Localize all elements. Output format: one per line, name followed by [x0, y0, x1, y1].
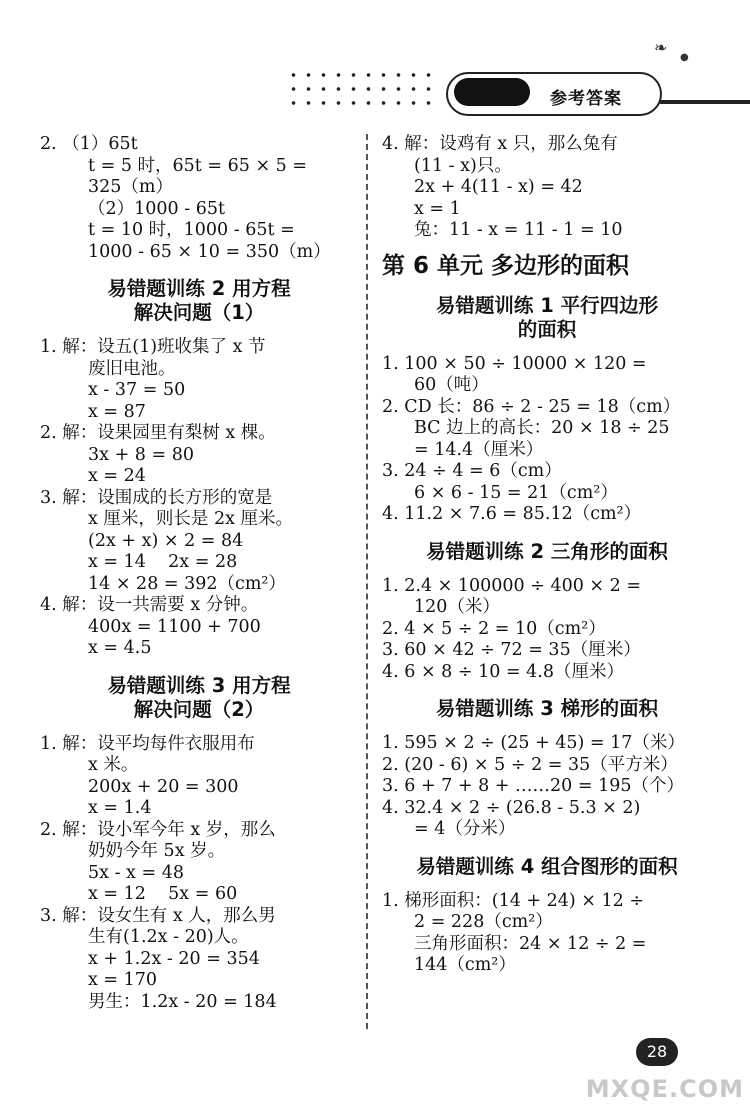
answer-line: x = 170 [88, 970, 158, 990]
answer-line: 3. 60 × 42 ÷ 72 = 35（厘米） [382, 640, 641, 660]
unit-heading: 第 6 单元 多边形的面积 [382, 252, 630, 279]
answer-line: 2. 4 × 5 ÷ 2 = 10（cm²） [382, 618, 606, 639]
answer-line: 400x = 1100 + 700 [88, 616, 261, 637]
answer-line: 兔：11 - x = 11 - 1 = 10 [414, 220, 623, 240]
answer-line: 1. 梯形面积：(14 + 24) × 12 ÷ [382, 890, 645, 911]
answer-line: (11 - x)只。 [414, 155, 512, 176]
answer-line: x - 37 = 50 [88, 380, 186, 400]
answer-line: (2x + x) × 2 = 84 [88, 530, 244, 551]
answer-line: 三角形面积：24 × 12 ÷ 2 = [414, 933, 647, 954]
section-heading: 易错题训练 2 三角形的面积 [426, 539, 668, 563]
section-heading: 易错题训练 2 用方程 解决问题（1） [107, 277, 291, 324]
answer-line: 2. （1）65t [40, 134, 138, 154]
answer-line: = 4（分米） [414, 819, 516, 839]
answer-line: 2. CD 长：86 ÷ 2 - 25 = 18（cm） [382, 396, 681, 417]
answer-line: 120（米） [414, 597, 500, 617]
answer-line: 3. 24 ÷ 4 = 6（cm） [382, 461, 562, 481]
answer-line: 2x + 4(11 - x) = 42 [414, 177, 583, 197]
answer-line: 2. 解：设果园里有梨树 x 棵。 [40, 423, 276, 443]
section-heading: 易错题训练 1 平行四边形 的面积 [435, 293, 659, 341]
answer-line: 60（吨） [414, 375, 489, 395]
answer-line: 1. 100 × 50 ÷ 10000 × 120 = [382, 353, 647, 374]
section-heading: 易错题训练 3 用方程 解决问题（2） [107, 673, 291, 721]
answer-line: x = 1.4 [88, 798, 152, 818]
answer-line: 14 × 28 = 392（cm²） [88, 573, 286, 594]
answer-line: 200x + 20 = 300 [88, 776, 239, 797]
answer-line: 2 = 228（cm²） [414, 912, 553, 932]
answer-line: x = 24 [88, 466, 146, 486]
answer-line: 4. 6 × 8 ÷ 10 = 4.8（厘米） [382, 661, 624, 682]
page-header [0, 0, 750, 120]
answer-line: 1000 - 65 × 10 = 350（m） [88, 241, 331, 262]
page-number: 28 [636, 1038, 678, 1066]
header-rule [660, 100, 750, 104]
answer-line: 3. 解：设女生有 x 人，那么男 [40, 905, 276, 926]
answer-line: x = 12 5x = 60 [88, 884, 238, 904]
answer-line: 4. 解：设鸡有 x 只，那么兔有 [382, 134, 618, 154]
answer-line: x = 1 [414, 198, 461, 219]
answer-line: 1. 解：设平均每件衣服用布 [40, 733, 255, 754]
answer-line: 3. 6 + 7 + 8 + ……20 = 195（个） [382, 776, 684, 796]
answer-line: 2. (20 - 6) × 5 ÷ 2 = 35（平方米） [382, 754, 678, 775]
answer-line: t = 5 时，65t = 65 × 5 = [88, 155, 308, 176]
dot-pattern [286, 68, 436, 110]
answer-line: 144（cm²） [414, 955, 516, 975]
answer-line: 奶奶今年 5x 岁。 [88, 841, 226, 861]
answer-line: 325（m） [88, 177, 173, 197]
answer-line: = 14.4（厘米） [414, 439, 544, 460]
answer-line: 5x - x = 48 [88, 862, 184, 883]
answer-line: x 厘米，则长是 2x 厘米。 [88, 509, 294, 529]
column-divider [366, 134, 368, 1029]
left-column [40, 134, 358, 1013]
answer-line: 4. 32.4 × 2 ÷ (26.8 - 5.3 × 2) [382, 797, 641, 818]
answer-line: 4. 11.2 × 7.6 = 85.12（cm²） [382, 504, 642, 524]
section-heading: 易错题训练 4 组合图形的面积 [416, 854, 678, 878]
answer-line: （2）1000 - 65t [88, 198, 226, 219]
decoration-leaf-icon: ❧ [654, 38, 668, 57]
answer-line: 4. 解：设一共需要 x 分钟。 [40, 595, 259, 615]
header-badge-dark-tab [454, 78, 530, 106]
answer-line: 1. 2.4 × 100000 ÷ 400 × 2 = [382, 575, 642, 596]
watermark: MXQE.COM [585, 1075, 744, 1103]
answer-line: 1. 解：设五(1)班收集了 x 节 [40, 337, 266, 357]
answer-line: 废旧电池。 [88, 358, 176, 379]
answer-line: x + 1.2x - 20 = 354 [88, 948, 260, 969]
answer-line: 1. 595 × 2 ÷ (25 + 45) = 17（米） [382, 733, 685, 753]
answer-line: x = 87 [88, 401, 146, 422]
answer-line: x = 4.5 [88, 638, 152, 658]
answer-line: 生有(1.2x - 20)人。 [88, 927, 249, 947]
answer-line: 3x + 8 = 80 [88, 444, 194, 465]
header-title: 参考答案 [550, 89, 622, 109]
answer-line: 6 × 6 - 15 = 21（cm²） [414, 482, 618, 503]
answer-line: t = 10 时，1000 - 65t = [88, 220, 295, 240]
answer-line: 2. 解：设小军今年 x 岁，那么 [40, 819, 276, 840]
answer-line: x = 14 2x = 28 [88, 552, 238, 572]
answer-line: 3. 解：设围成的长方形的宽是 [40, 487, 273, 508]
answer-line: BC 边上的高长：20 × 18 ÷ 25 [414, 418, 670, 438]
decoration-dot-icon: ● [680, 52, 689, 63]
right-column [382, 134, 712, 977]
answer-line: 男生：1.2x - 20 = 184 [88, 991, 277, 1012]
answer-line: x 米。 [88, 755, 139, 775]
section-heading: 易错题训练 3 梯形的面积 [435, 697, 659, 720]
